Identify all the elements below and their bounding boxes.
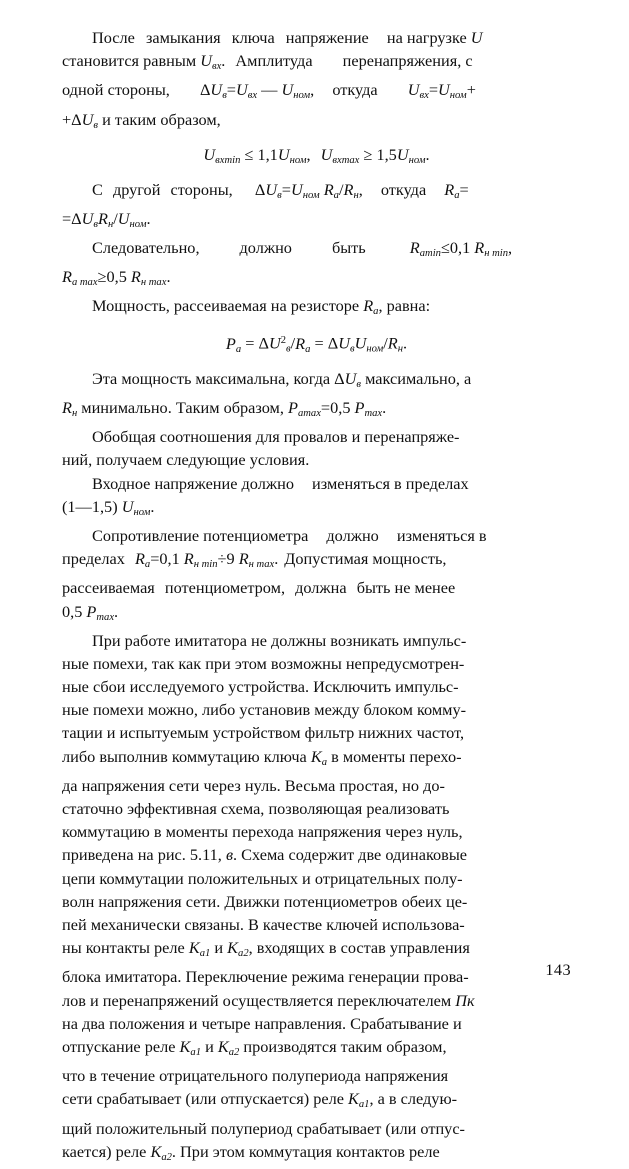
paragraph-1: После замыкания ключа напряжение на нагрузке U становится равным $U_{вх}$. Амплитуда перенапряжения, с одной стороны, $\Delta U_в=U_{вх}$ — $U_{ном}$, откуда $U_{вх}=U_{ном}+$ $+\Delta U_в$ и таким образом, [62,28,483,131]
paragraph-8: Сопротивление потенциометра должно изменяться в пределах $R_a=0,1$ $R_{н min}\div 9$ $R_{н max}$. Допустимая мощность, рассеиваемая потенциометром, должна быть не менее 0,5 $P_{max}$. [62,525,487,623]
paragraph-5: Эта мощность максимальна, когда $\Delta U_в$ максимально, а $R_н$ минимально. Таким образом, $P_{amax}=0,5$ $P_{max}$. [62,368,472,419]
page-number: 143 [545,960,571,979]
paragraph-3: Следовательно, должно быть $R_{amin}\le 0,1$ $R_{н min}$, $R_{a max}\ge 0,5$ $R_{н max}$. [62,237,513,289]
formula-1: $U_{вхmin} \le 1,1U_{ном}$, $U_{вхmax} \ge 1,5U_{ном}$. [203,144,430,166]
formula-2: $P_a = \Delta U^2_в/R_a = \Delta U_вU_{ном}/R_н$. [225,333,408,355]
body-text [62,26,571,1169]
paragraph-4: Мощность, рассеиваемая на резисторе $R_a$, равна: [92,296,431,318]
paragraph-2: С другой стороны, $\Delta U_в=U_{ном}$ $R_a/R_н$, откуда $R_a=$ $=\Delta U_вR_н/U_{ном}$. [62,179,469,230]
paragraph-7: Входное напряжение должно изменяться в пределах (1—1,5) $U_{ном}$. [62,473,469,518]
paragraph-6: Обобщая соотношения для провалов и перенапряже- ний, получаем следующие условия. [62,427,460,470]
paragraph-9: При работе имитатора не должны возникать импульс- ные помехи, так как при этом возможны непредусмотрен- ные сбои исследуемого устройства. Исключить импульс- ные помехи можно, либо установив между блоком комму- тации и испытуемым устройством фильтр нижних частот, либо выполнив коммутацию ключа $K_a$ в моменты перехо- да напряжения сети через нуль. Весьма простая, но до- статочно эффективная схема, позволяющая реализовать коммутацию в моменты перехода напряжения через нуль, приведена на рис. 5.11, в. Схема содержит две одинаковые цепи коммутации положительных и отрицательных полу- волн напряжения сети. Движки потенциометров обеих це- пей механически связаны. В качестве ключей использова- ны контакты реле $K_{a1}$ и $K_{a2}$, входящих в состав управления блока имитатора. Переключение режима генерации прова- лов и перенапряжений осуществляется переключателем Пк на два положения и четыре направления. Срабатывание и отпускание реле $K_{a1}$ и $K_{a2}$ производятся таким образом, что в течение отрицательного полупериода напряжения сети срабатывает (или отпускается) реле $K_{a1}$, а в следую- щий положительный полупериод срабатывает (или отпус- кается) реле $K_{a2}$. При этом коммутация контактов реле [62,630,475,1163]
